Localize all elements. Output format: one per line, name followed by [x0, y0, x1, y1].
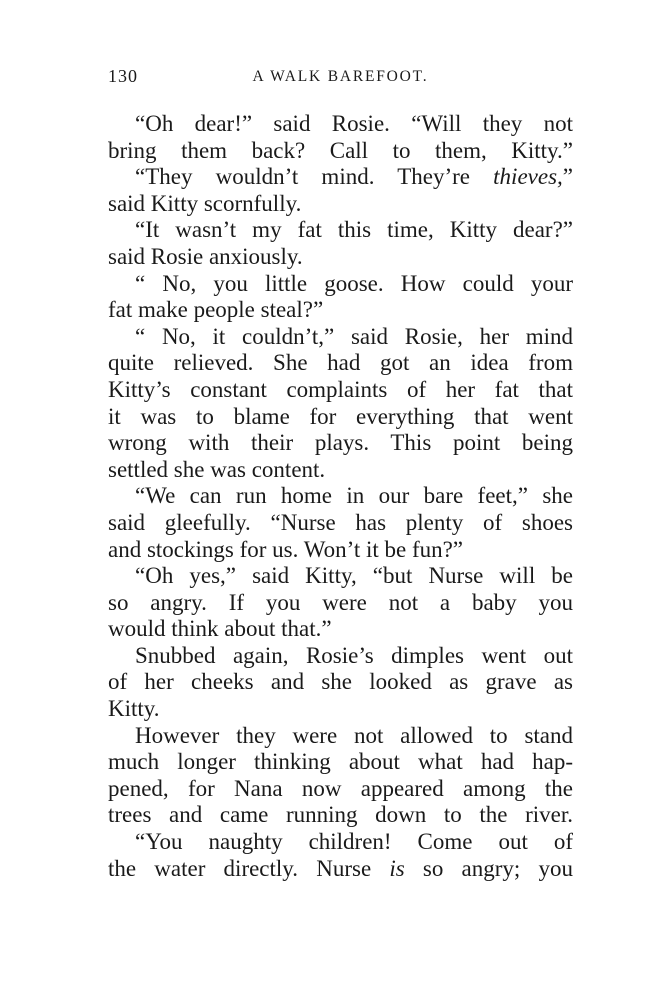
- text-line: “Oh dear!” said Rosie. “Will they not: [135, 111, 573, 136]
- text-line: “They wouldn’t mind. They’re thieves,”: [135, 164, 573, 190]
- text-line: said gleefully. “Nurse has plenty of shoes: [108, 509, 573, 535]
- text-line: “Oh yes,” said Kitty, “but Nurse will be: [135, 563, 573, 589]
- text-line: pened, for Nana now appeared among the: [108, 775, 573, 801]
- italic-word: is: [389, 855, 405, 881]
- text-line: wrong with their plays. This point being: [108, 430, 573, 456]
- text-line: “ No, it couldn’t,” said Rosie, her mind: [135, 323, 573, 349]
- text-line: quite relieved. She had got an idea from: [108, 350, 573, 376]
- text-line: “It wasn’t my fat this time, Kitty dear?”: [135, 217, 573, 243]
- text-line: so angry. If you were not a baby you: [108, 589, 573, 615]
- text-line: “ No, you little goose. How could your: [135, 270, 573, 296]
- text-line: bring them back? Call to them, Kitty.”: [108, 137, 573, 163]
- text-line: fat make people steal?”: [108, 297, 324, 323]
- text-line: it was to blame for everything that went: [108, 403, 573, 429]
- running-head: A WALK BAREFOOT.: [252, 68, 429, 85]
- text-line: trees and came running down to the river.: [108, 802, 573, 828]
- text-line: of her cheeks and she looked as grave as: [108, 669, 573, 695]
- italic-word: thieves,: [493, 164, 563, 190]
- text-line: “You naughty children! Come out of: [135, 829, 573, 855]
- text-line: said Kitty scornfully.: [108, 190, 302, 216]
- text-line: and stockings for us. Won’t it be fun?”: [108, 536, 464, 562]
- text-line: Kitty’s constant complaints of her fat that: [108, 376, 573, 402]
- text-line: would think about that.”: [108, 616, 332, 642]
- text-line: Kitty.: [108, 696, 160, 722]
- text-line: said Rosie anxiously.: [108, 243, 303, 269]
- text-line: much longer thinking about what had hap-: [108, 749, 573, 775]
- body-text: [108, 111, 573, 882]
- page-header: [108, 66, 573, 90]
- text-line: Snubbed again, Rosie’s dimples went out: [135, 642, 573, 668]
- page-number: 130: [108, 66, 138, 86]
- text-line: the water directly. Nurse is so angry; you: [108, 855, 573, 881]
- text-line: settled she was content.: [108, 456, 326, 482]
- text-line: However they were not allowed to stand: [135, 722, 573, 748]
- text-line: “We can run home in our bare feet,” she: [135, 483, 573, 509]
